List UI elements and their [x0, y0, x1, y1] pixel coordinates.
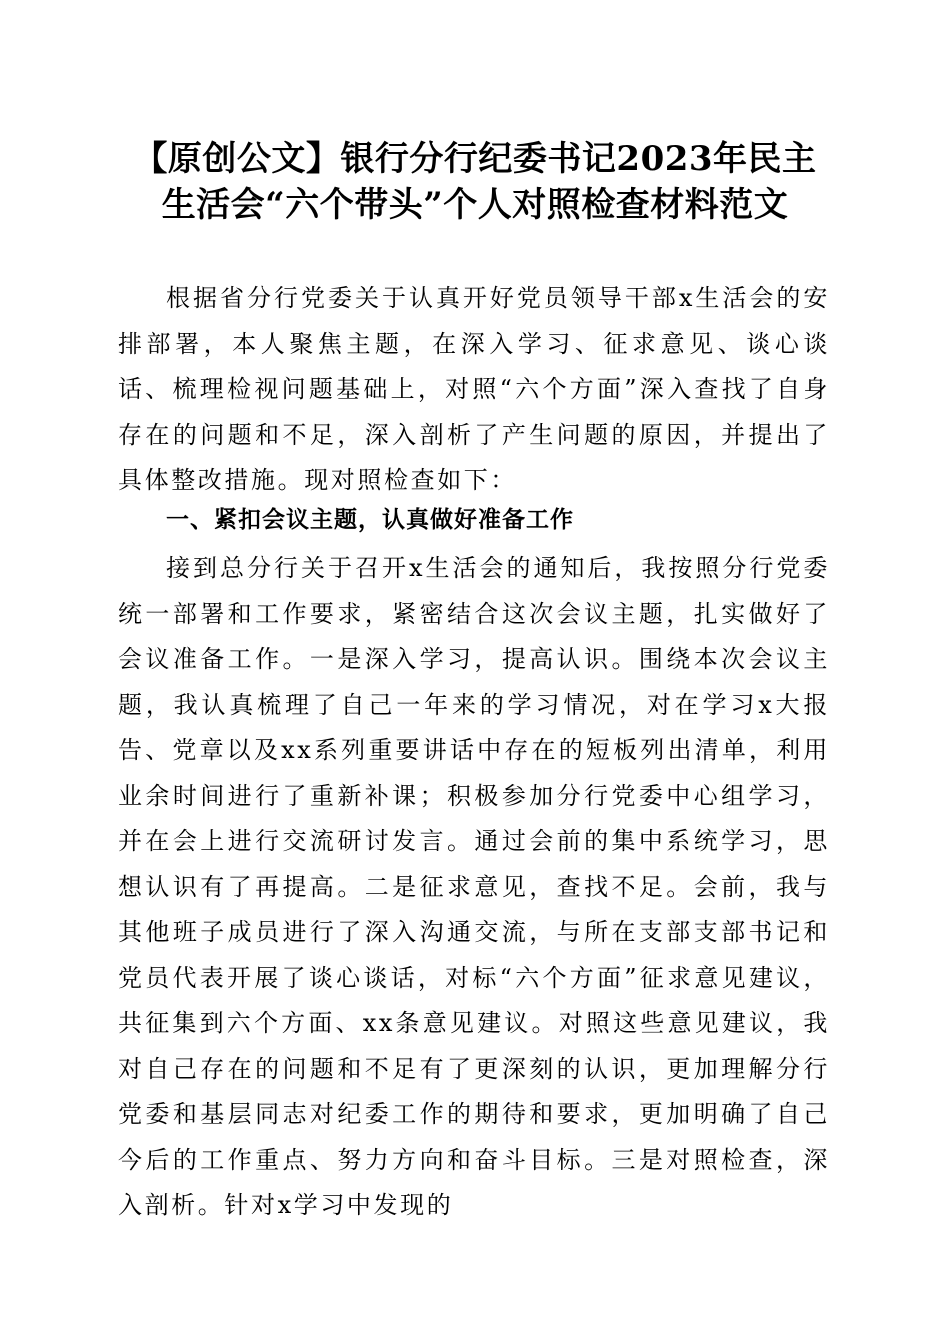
intro-paragraph: 根据省分行党委关于认真开好党员领导干部x生活会的安排部署，本人聚焦主题，在深入学习、征求意见、谈心谈话、梳理检视问题基础上，对照“六个方面”深入查找了自身存在的问题和不足，深入剖析了产生问题的原因，并提出了具体整改措施。现对照检查如下： — [118, 284, 830, 494]
section-1-paragraph: 接到总分行关于召开x生活会的通知后，我按照分行党委统一部署和工作要求，紧密结合这次会议主题，扎实做好了会议准备工作。一是深入学习，提高认识。围绕本次会议主题，我认真梳理了自己一年来的学习情况，对在学习x大报告、党章以及xx系列重要讲话中存在的短板列出清单，利用业余时间进行了重新补课；积极参加分行党委中心组学习，并在会上进行交流研讨发言。通过会前的集中系统学习，思想认识有了再提高。二是征求意见，查找不足。会前，我与其他班子成员进行了深入沟通交流，与所在支部支部书记和党员代表开展了谈心谈话，对标“六个方面”征求意见建议，共征集到六个方面、xx条意见建议。对照这些意见建议，我对自己存在的问题和不足有了更深刻的认识，更加理解分行党委和基层同志对纪委工作的期待和要求，更加明确了自己今后的工作重点、努力方向和奋斗目标。三是对照检查，深入剖析。针对x学习中发现的 — [118, 554, 830, 1219]
title-line-1: 【原创公文】银行分行纪委书记2023年民主 — [133, 139, 817, 179]
title-line-2: 生活会“六个带头”个人对照检查材料范文 — [161, 185, 789, 225]
document-title — [120, 136, 830, 228]
section-heading-1: 一、紧扣会议主题，认真做好准备工作 — [166, 507, 574, 533]
